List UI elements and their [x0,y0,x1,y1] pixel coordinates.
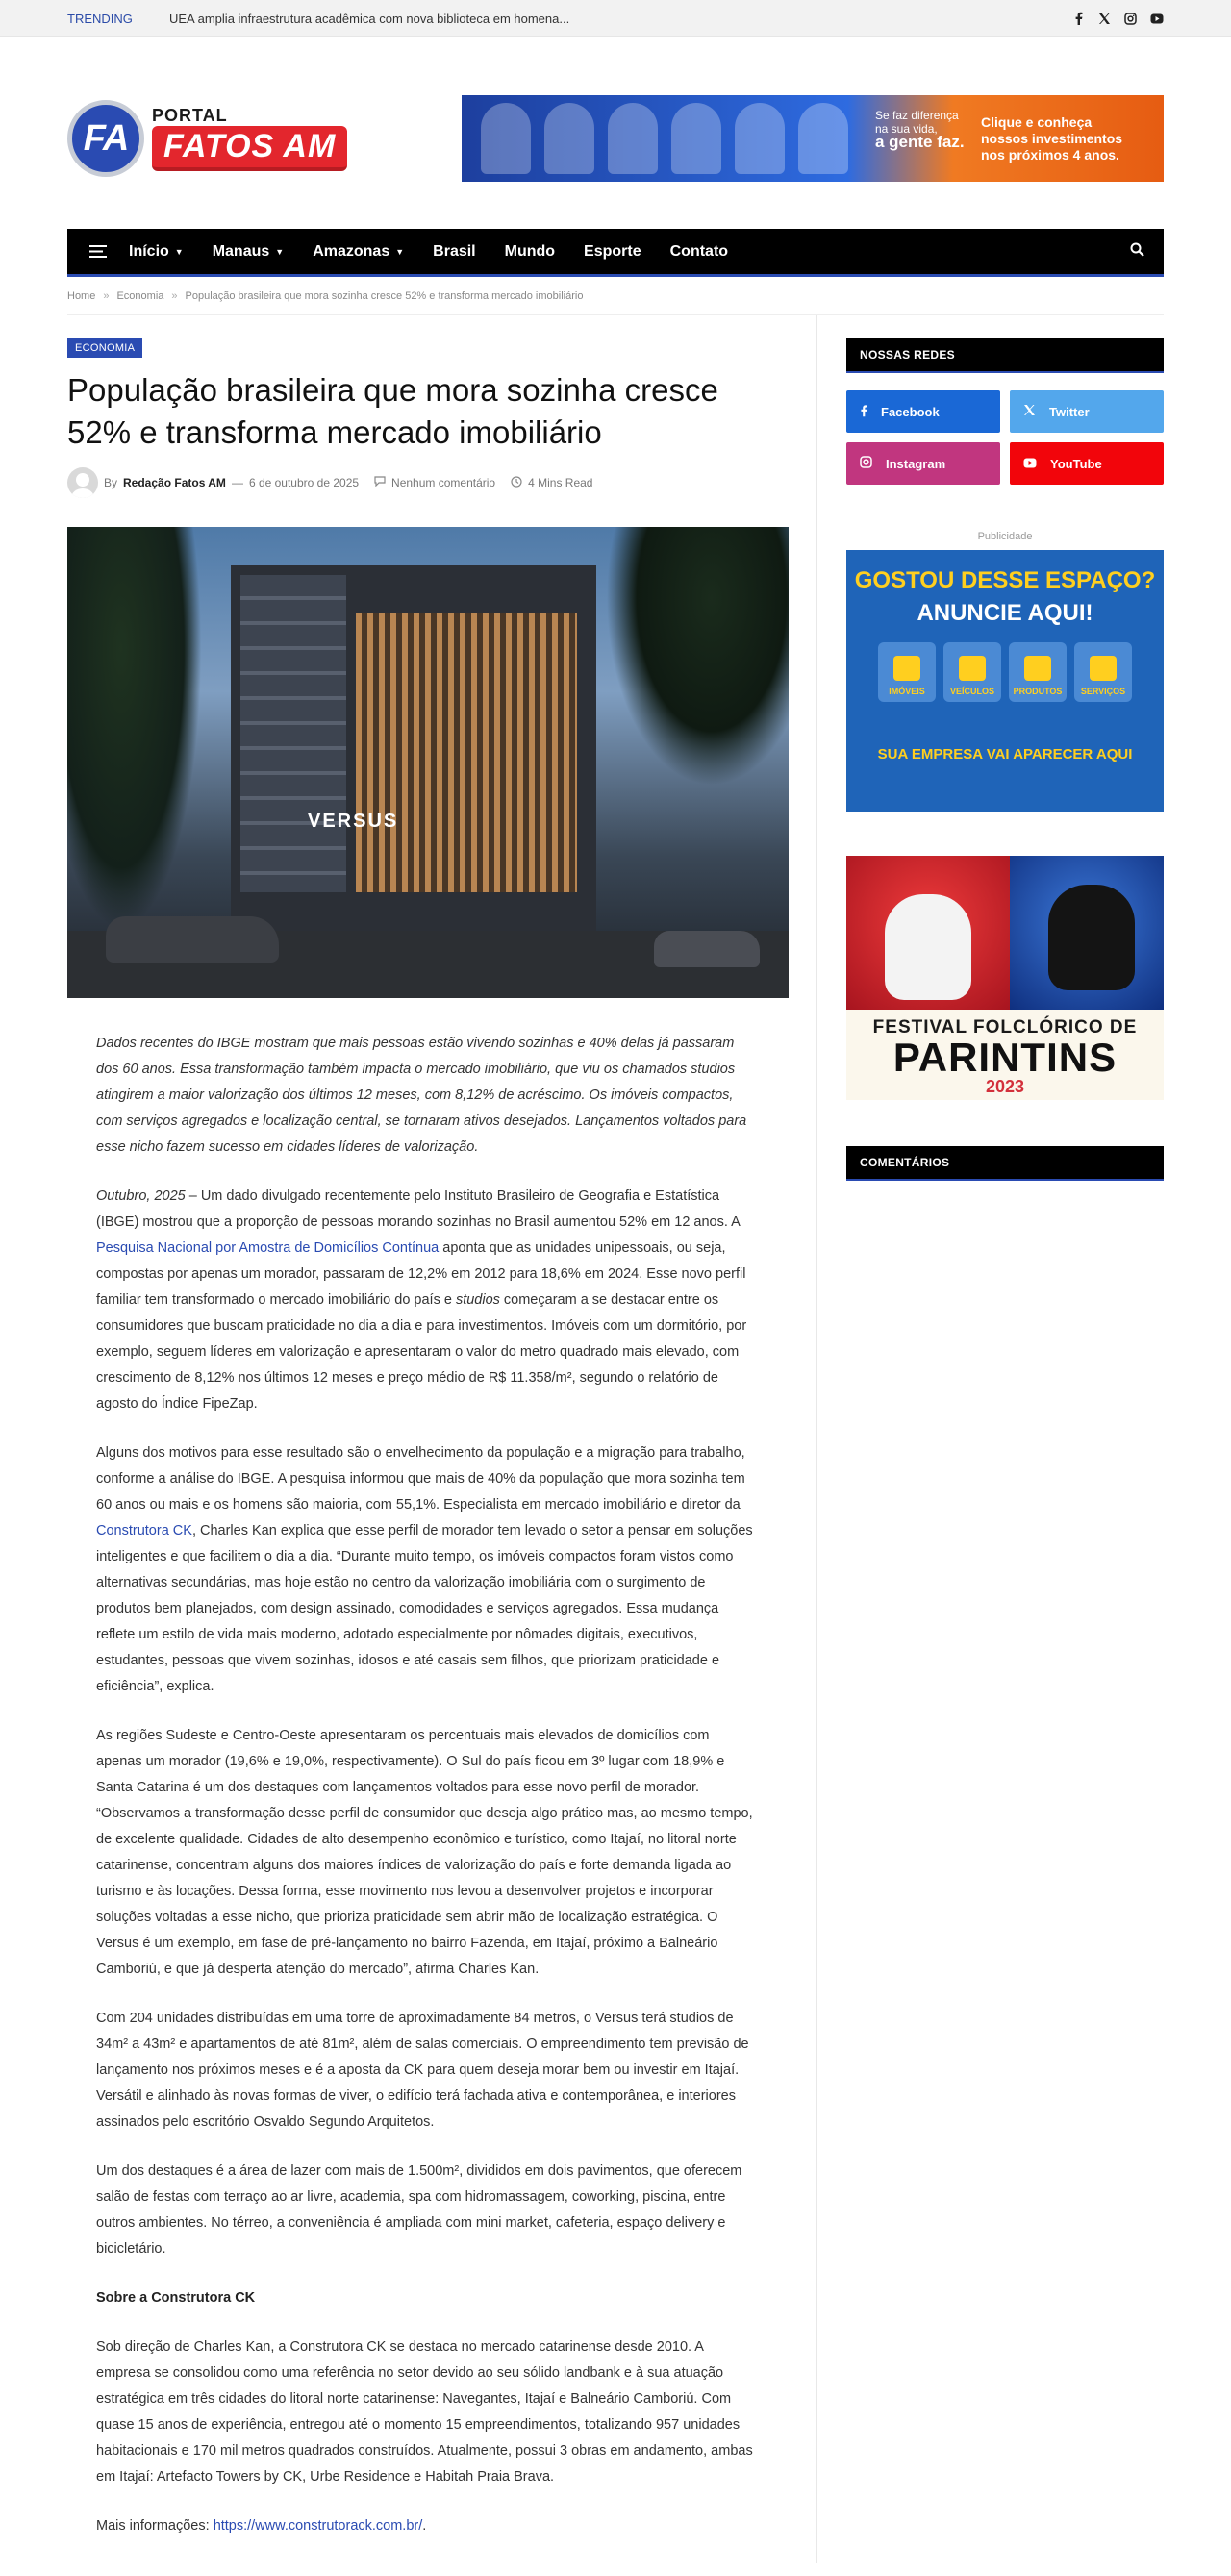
ad-tile: PRODUTOS [1009,642,1067,702]
comment-icon [374,476,386,489]
festival-title-line: FESTIVAL FOLCLÓRICO DE [872,1017,1138,1038]
article-paragraph: Um dos destaques é a área de lazer com mais de 1.500m², divididos em dois pavimentos, que oferecem salão de festas com terraço ao ar livre, academia, spa com hidromassagem, coworking, piscina, entre outros ambientes. No térreo, a conveniência é ampliada com mini market, cafeteria, espaço delivery e bicicletário. [96,2163,742,2257]
site-header [0,37,1231,229]
boi-garantido-image [885,894,971,1000]
breadcrumb-home[interactable]: Home [67,290,96,302]
avatar[interactable] [67,467,98,498]
search-icon[interactable] [1130,242,1144,262]
breadcrumb-separator: » [103,290,110,302]
by-label: By [104,476,118,489]
nav-item-inicio[interactable]: Início ▼ [129,242,184,260]
ad-headline: GOSTOU DESSE ESPAÇO? [854,567,1156,593]
boi-caprichoso-image [1048,885,1135,990]
house-icon [893,656,920,681]
trending-label: TRENDING [67,11,133,26]
header-banner-ad[interactable] [462,95,1164,182]
festival-parintins-banner[interactable] [846,856,1164,1100]
ad-cta-text: Clique e conheça nossos investimentos nos próximos 4 anos. [981,114,1123,163]
breadcrumb-current: População brasileira que mora sozinha cresce 52% e transforma mercado imobiliário [185,290,584,302]
breadcrumb-separator: » [171,290,178,302]
nav-item-mundo[interactable]: Mundo [504,242,556,260]
breadcrumb [67,290,1164,302]
facebook-button[interactable]: Facebook [846,390,1000,433]
publish-date: 6 de outubro de 2025 [248,476,360,489]
ad-subheadline: ANUNCIE AQUI! [917,600,1093,626]
building-sign: VERSUS [308,811,399,832]
meta-dash: — [231,476,243,489]
chevron-down-icon: ▼ [275,246,285,257]
construtora-website-link[interactable]: https://www.construtorack.com.br/ [213,2518,423,2534]
social-buttons [846,390,1164,485]
article-main [67,315,817,2563]
youtube-icon [1023,457,1037,471]
article-paragraph: Mais informações: https://www.construtorack.com.br/. [96,2518,427,2534]
worker-icon [1090,656,1117,681]
festival-name: PARINTINS [892,1035,1118,1080]
featured-image [67,527,789,998]
article-paragraph: Com 204 unidades distribuídas em uma torre de aproximadamente 84 metros, o Versus terá studios de 34m² a 43m² e apartamentos de até 81m², além de salas comerciais. O empreendimento tem previsão de lançamento nos próximos meses e é a aposta da CK para quem deseja morar bem ou investir em Itajaí. Versátil e alinhado às novas formas de viver, o edifício terá fachada ativa e contemporânea, e interiores assinados pelo escritório Osvaldo Segundo Arquitetos. [96,2011,749,2130]
article-paragraph: Alguns dos motivos para esse resultado são o envelhecimento da população e a migração para trabalho, conforme a análise do IBGE. A pesquisa informou que mais de 40% da população que mora sozinha tem 60 anos ou mais e os homens são maioria, com 55,1%. Especialista em mercado imobiliário e diretor da Construtora CK, Charles Kan explica que esse perfil de morador tem levado o setor a pensar em soluções inteligentes e que facilitem o dia a dia. “Durante muito tempo, os imóveis compactos foram vistos como alternativas secundárias, mas hoje estão no centro da valorização imobiliária com o surgimento de produtos bem planejados, com design assinado, comodidades e serviços agregados. Essa mudança reflete um estilo de vida mais moderno, adotado especialmente por nômades digitais, executivos, estudantes, pessoas que vivem sozinhas, idosos e até casais sem filhos, que priorizam praticidade e eficiência”, explica. [96,1445,753,1694]
ad-tile: SERVIÇOS [1074,642,1132,702]
article-paragraph: Outubro, 2025 – Um dado divulgado recentemente pelo Instituto Brasileiro de Geografia e Estatística (IBGE) mostrou que a proporção de pessoas morando sozinhas no Brasil aumentou 52% em 12 anos. A Pesquisa Nacional por Amostra de Domicílios Contínua aponta que as unidades unipessoais, ou seja, compostas por apenas um morador, passaram de 12,2% em 2012 para 18,6% em 2024. Esse novo perfil familiar tem transformado o mercado imobiliário do país e studios começaram a se destacar entre os consumidores que buscam praticidade no dia a dia e para investimentos. Imóveis com um dormitório, por exemplo, seguem líderes em valorização e apresentaram o valor do metro quadrado mais elevado, com crescimento de 8,12% nos últimos 12 meses e preço médio de R$ 11.358/m², segundo o relatório de agosto do Índice FipeZap. [96,1188,747,1412]
breadcrumb-section[interactable]: Economia [116,290,164,302]
main-navigation [67,229,1164,277]
logo-monogram: FA [67,100,144,177]
sidebar-ad-banner[interactable] [846,550,1164,812]
dateline: Outubro, 2025 [96,1188,186,1204]
nav-item-manaus[interactable]: Manaus ▼ [212,242,285,260]
x-twitter-icon [1023,404,1036,419]
article-body [67,1031,788,2539]
logo-name-text: FATOS AM [152,126,347,171]
chevron-down-icon: ▼ [395,246,405,257]
instagram-icon[interactable] [1123,12,1138,26]
pnad-link[interactable]: Pesquisa Nacional por Amostra de Domicílios Contínua [96,1240,440,1256]
ad-tile: VEÍCULOS [943,642,1001,702]
article-subheading: Sobre a Construtora CK [96,2290,256,2306]
ad-tagline: Se faz diferença na sua vida, a gente faz. [875,109,965,151]
article-paragraph: Sob direção de Charles Kan, a Construtora CK se destaca no mercado catarinense desde 2010. A empresa se consolidou como uma referência no setor devido ao seu sólido landbank e à sua atuação estratégica em três cidades do litoral norte catarinense: Navegantes, Itajaí e Balneário Camboriú. Com quase 15 anos de experiência, entregou até o momento 15 empreendimentos, totalizando 957 unidades habitacionais e 170 mil metros quadrados construídos. Atualmente, possui 3 obras em andamento, ambas em Itajaí: Artefacto Towers by CK, Urbe Residence e Habitah Praia Brava. [96,2339,753,2485]
author-link[interactable]: Redação Fatos AM [123,476,226,489]
top-bar [0,0,1231,37]
read-time: 4 Mins Read [528,476,593,489]
nav-item-esporte[interactable]: Esporte [584,242,641,260]
sidebar [817,315,1164,2563]
trending-headline-link[interactable]: UEA amplia infraestrutura acadêmica com nova biblioteca em homena... [169,11,570,26]
advertising-label: Publicidade [977,531,1033,542]
clock-icon [511,476,522,490]
construtora-ck-link[interactable]: Construtora CK [96,1523,192,1538]
logo-portal-text: PORTAL [152,106,228,125]
ad-footer-text: SUA EMPRESA VAI APARECER AQUI [877,746,1133,763]
site-logo[interactable] [67,100,347,177]
youtube-icon[interactable] [1149,12,1164,26]
nav-item-contato[interactable]: Contato [669,242,729,260]
comments-link[interactable]: Nenhum comentário [391,476,496,489]
category-badge[interactable]: ECONOMIA [67,338,142,358]
youtube-button[interactable]: YouTube [1010,442,1164,485]
twitter-button[interactable]: Twitter [1010,390,1164,433]
instagram-button[interactable]: Instagram [846,442,1000,485]
ad-people-photo [481,103,848,174]
chevron-down-icon: ▼ [174,246,184,257]
festival-year: 2023 [985,1077,1025,1096]
phone-icon [1024,656,1051,681]
article-paragraph: As regiões Sudeste e Centro-Oeste apresentaram os percentuais mais elevados de domicílios com apenas um morador (19,6% e 19,0%, respectivamente). O Sul do país ficou em 3º lugar com 18,9% e Santa Catarina é um dos destaques com lançamentos voltados para esse novo perfil de morador. “Observamos a transformação desse perfil de consumidor que deseja algo prático mas, ao mesmo tempo, de excelente qualidade. Cidades de alto desempenho econômico e turístico, como Itajaí, no litoral norte catarinense, concentram alguns dos maiores índices de valorização do país e forte demanda ligada ao turismo e às locações. Dessa forma, esse movimento nos levou a desenvolver projetos e incorporar soluções voltadas a esse nicho, que prioriza praticidade sem abrir mão de localização estratégica. O Versus é um exemplo, em fase de pré-lançamento no bairro Fazenda, em Itajaí, próximo a Balneário Camboriú, e que já desperta atenção do mercado”, afirma Charles Kan. [96,1728,753,1977]
comments-widget-title: COMENTÁRIOS [846,1146,1164,1181]
nav-item-brasil[interactable]: Brasil [433,242,476,260]
x-twitter-icon[interactable] [1097,12,1112,26]
social-widget-title: NOSSAS REDES [846,338,1164,373]
article-meta [67,467,788,498]
article-lead: Dados recentes do IBGE mostram que mais pessoas estão vivendo sozinhas e 40% delas já passaram dos 60 anos. Essa transformação também impacta o mercado imobiliário, que viu os chamados studios atingirem a maior valorização dos últimos 12 meses, com 8,12% de acréscimo. Os imóveis compactos, com serviços agregados e localização central, se tornaram ativos desejados. Lançamentos voltados para esse nicho fazem sucesso em cidades líderes de valorização. [96,1036,747,1155]
car-icon [959,656,986,681]
facebook-icon [860,404,867,420]
article-title: População brasileira que mora sozinha cresce 52% e transforma mercado imobiliário [67,372,718,450]
hamburger-menu-icon[interactable] [67,245,129,258]
ad-category-tiles [878,642,1132,702]
top-social-links [1071,12,1164,26]
ad-tile: IMÓVEIS [878,642,936,702]
nav-item-amazonas[interactable]: Amazonas ▼ [313,242,405,260]
instagram-icon [860,456,872,471]
facebook-icon[interactable] [1071,12,1086,26]
